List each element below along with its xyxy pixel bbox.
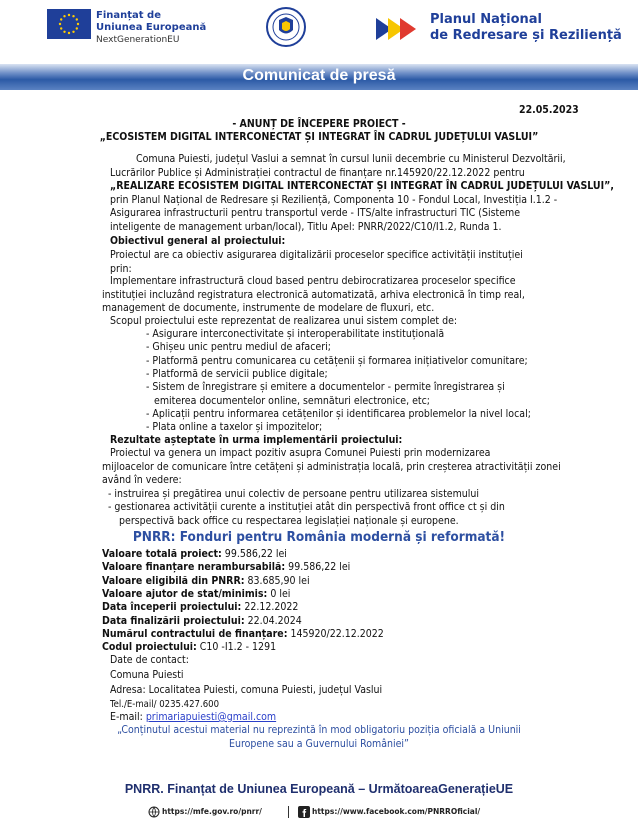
fact-row bbox=[102, 628, 384, 641]
eu-funding-label bbox=[96, 10, 206, 46]
banner-title: Comunicat de presă bbox=[242, 67, 396, 84]
eu-star-icon bbox=[68, 32, 70, 34]
contact-email-link[interactable]: primariapuiesti@gmail.com bbox=[145, 711, 277, 723]
fact-label: Valoare eligibilă din PNRR: bbox=[102, 574, 245, 587]
implementation-line: management de documente, instrumente de modelare de fluxuri, etc. bbox=[102, 302, 435, 314]
results-item: perspectivă back office cu respectarea legislației naționale și europene. bbox=[119, 514, 459, 527]
footer-url-mfe[interactable]: https://mfe.gov.ro/pnrr/ bbox=[162, 807, 262, 816]
contact-email-row bbox=[110, 711, 276, 724]
facebook-icon bbox=[298, 806, 310, 818]
scope-item: emiterea documentelor online, semnături electronice, etc; bbox=[154, 394, 430, 407]
fact-label: Data începerii proiectului: bbox=[102, 601, 242, 614]
fact-value: C10 -I1.2 - 1291 bbox=[196, 641, 277, 654]
results-item: - gestionarea activității curente a instituției atât din perspectivă front office ct și din bbox=[108, 501, 505, 514]
pnrr-slogan: PNRR: Fonduri pentru România modernă și reformată! bbox=[132, 529, 506, 545]
implementation-line: Implementare infrastructură cloud based pentru debirocratizarea proceselor specifice bbox=[110, 275, 516, 287]
contact-address: Adresa: Localitatea Puiesti, comuna Puiesti, județul Vaslui bbox=[110, 684, 383, 696]
fact-label: Numărul contractului de finanțare: bbox=[102, 627, 288, 640]
intro-line: Comuna Puiesti, județul Vaslui a semnat în cursul lunii decembrie cu Ministerul Dezvoltării, bbox=[136, 153, 566, 165]
eu-star-icon bbox=[76, 18, 78, 20]
eu-star-icon bbox=[76, 27, 78, 29]
fact-row bbox=[102, 548, 287, 561]
scope-item: - Plata online a taxelor și impozitelor; bbox=[146, 421, 323, 434]
scope-item: - Platformă de servicii publice digitale; bbox=[146, 367, 328, 380]
government-seal-icon bbox=[266, 6, 306, 48]
objective-line: Proiectul are ca obiectiv asigurarea digitalizării proceselor specifice activității instituției bbox=[110, 249, 523, 261]
intro-line: „REALIZARE ECOSISTEM DIGITAL INTERCONECTAT ȘI INTEGRAT ÎN CADRUL JUDEȚULUI VASLUI”, bbox=[110, 180, 614, 192]
implementation-line: instituției incluzând registratura electronică automatizată, arhiva electronică în timp real, bbox=[102, 288, 525, 301]
intro-line: Asigurarea infrastructurii pentru transportul verde - ITS/alte infrastructuri TIC (Sisteme bbox=[110, 207, 521, 219]
fact-label: Valoare ajutor de stat/minimis: bbox=[102, 587, 268, 600]
results-line: având în vedere: bbox=[102, 474, 182, 486]
fact-row bbox=[102, 615, 302, 628]
scope-item: - Aplicații pentru informarea cetățenilor și identificarea problemelor la nivel local; bbox=[146, 407, 531, 420]
footer-url-facebook[interactable]: https://www.facebook.com/PNRROficial/ bbox=[312, 807, 481, 816]
intro-line: inteligente de management urban/local), Titlu Apel: PNRR/2022/C10/I1.2, Runda 1. bbox=[110, 220, 502, 233]
fact-row bbox=[102, 641, 276, 654]
results-line: Proiectul va genera un impact pozitiv asupra Comunei Puiesti prin modernizarea bbox=[110, 447, 491, 459]
disclaimer-line-1: „Conținutul acestui material nu reprezintă în mod obligatoriu poziția oficială a Uniunii bbox=[117, 724, 521, 736]
eu-star-icon bbox=[59, 23, 61, 25]
contact-email-label: E-mail: bbox=[110, 711, 146, 723]
eu-star-icon bbox=[72, 15, 74, 17]
fact-label: Data finalizării proiectului: bbox=[102, 614, 245, 627]
fact-label: Valoare totală proiect: bbox=[102, 548, 222, 560]
pnrr-title bbox=[430, 12, 622, 44]
fact-row bbox=[102, 561, 350, 574]
eu-title-line-1: Finanțat de bbox=[96, 10, 161, 21]
eu-star-icon bbox=[77, 23, 79, 25]
eu-star-icon bbox=[60, 27, 62, 29]
scope-intro: Scopul proiectului este reprezentat de realizarea unui sistem complet de: bbox=[110, 315, 458, 327]
fact-row bbox=[102, 588, 290, 601]
fact-value: 22.12.2022 bbox=[241, 601, 299, 614]
heading-announcement: - ANUNȚ DE ÎNCEPERE PROIECT - bbox=[232, 118, 406, 130]
eu-star-icon bbox=[63, 31, 65, 33]
fact-row bbox=[102, 601, 298, 614]
pnrr-title-line-2: de Redresare și Reziliență bbox=[430, 28, 622, 43]
results-line: mijloacelor de comunicare între cetățeni și administrația locală, prin creșterea atractivității zonei bbox=[102, 460, 561, 473]
globe-icon bbox=[148, 806, 160, 818]
objective-line: prin: bbox=[110, 262, 132, 275]
scope-item: - Sistem de înregistrare și emitere a documentelor - permite înregistrarea și bbox=[146, 381, 505, 394]
logo-header bbox=[0, 0, 638, 62]
fact-value: 145920/22.12.2022 bbox=[287, 627, 384, 640]
disclaimer-line-2: Europene sau a Guvernului României” bbox=[229, 738, 409, 750]
footer-separator bbox=[288, 806, 289, 818]
fact-value: 99.586,22 lei bbox=[285, 561, 351, 574]
pnrr-title-line-1: Planul Național bbox=[430, 12, 542, 27]
heading-project-title: „ECOSISTEM DIGITAL INTERCONECTAT ȘI INTEGRAT ÎN CADRUL JUDEȚULUI VASLUI” bbox=[99, 131, 539, 143]
eu-star-icon bbox=[68, 14, 70, 16]
results-heading: Rezultate așteptate în urma implementării proiectului: bbox=[110, 434, 403, 446]
contact-name: Comuna Puiesti bbox=[110, 669, 184, 681]
scope-item: - Asigurare interconectivitate și interoperabilitate instituțională bbox=[146, 328, 445, 340]
intro-line: prin Planul Național de Redresare și Reziliență, Componenta 10 - Fondul Local, Investiția I.1.2 - bbox=[110, 193, 558, 206]
contact-heading: Date de contact: bbox=[110, 654, 189, 666]
fact-row bbox=[102, 575, 310, 588]
press-release-banner bbox=[0, 64, 638, 90]
fact-value: 83.685,90 lei bbox=[244, 574, 310, 587]
intro-line: Lucrărilor Publice și Administrației contractul de finanțare nr.145920/22.12.2022 pentru bbox=[110, 166, 525, 179]
fact-value: 0 lei bbox=[267, 587, 291, 600]
results-item: - instruirea și pregătirea unui colectiv de persoane pentru utilizarea sistemului bbox=[108, 488, 480, 500]
footer-title: PNRR. Finanțat de Uniunea Europeană – UrmătoareaGenerațieUE bbox=[124, 782, 514, 796]
eu-star-icon bbox=[72, 31, 74, 33]
fact-label: Valoare finanțare nerambursabilă: bbox=[102, 561, 286, 574]
eu-title-line-2: Uniunea Europeană bbox=[96, 22, 207, 33]
fact-value: 99.586,22 lei bbox=[221, 548, 287, 560]
document-date: 22.05.2023 bbox=[519, 104, 579, 116]
eu-star-icon bbox=[60, 18, 62, 20]
eu-star-icon bbox=[63, 15, 65, 17]
scope-item: - Platformă pentru comunicarea cu cetățenii și formarea inițiativelor comunitare; bbox=[146, 354, 528, 367]
fact-label: Codul proiectului: bbox=[102, 641, 197, 654]
pnrr-logo-icon bbox=[374, 14, 426, 44]
eu-subtitle: NextGenerationEU bbox=[96, 35, 180, 45]
eu-flag-icon bbox=[47, 9, 91, 39]
fact-value: 22.04.2024 bbox=[244, 614, 302, 627]
contact-phone: Tel./E-mail/ 0235.427.600 bbox=[110, 699, 220, 710]
objective-heading: Obiectivul general al proiectului: bbox=[110, 235, 286, 247]
scope-item: - Ghișeu unic pentru mediul de afaceri; bbox=[146, 341, 331, 354]
